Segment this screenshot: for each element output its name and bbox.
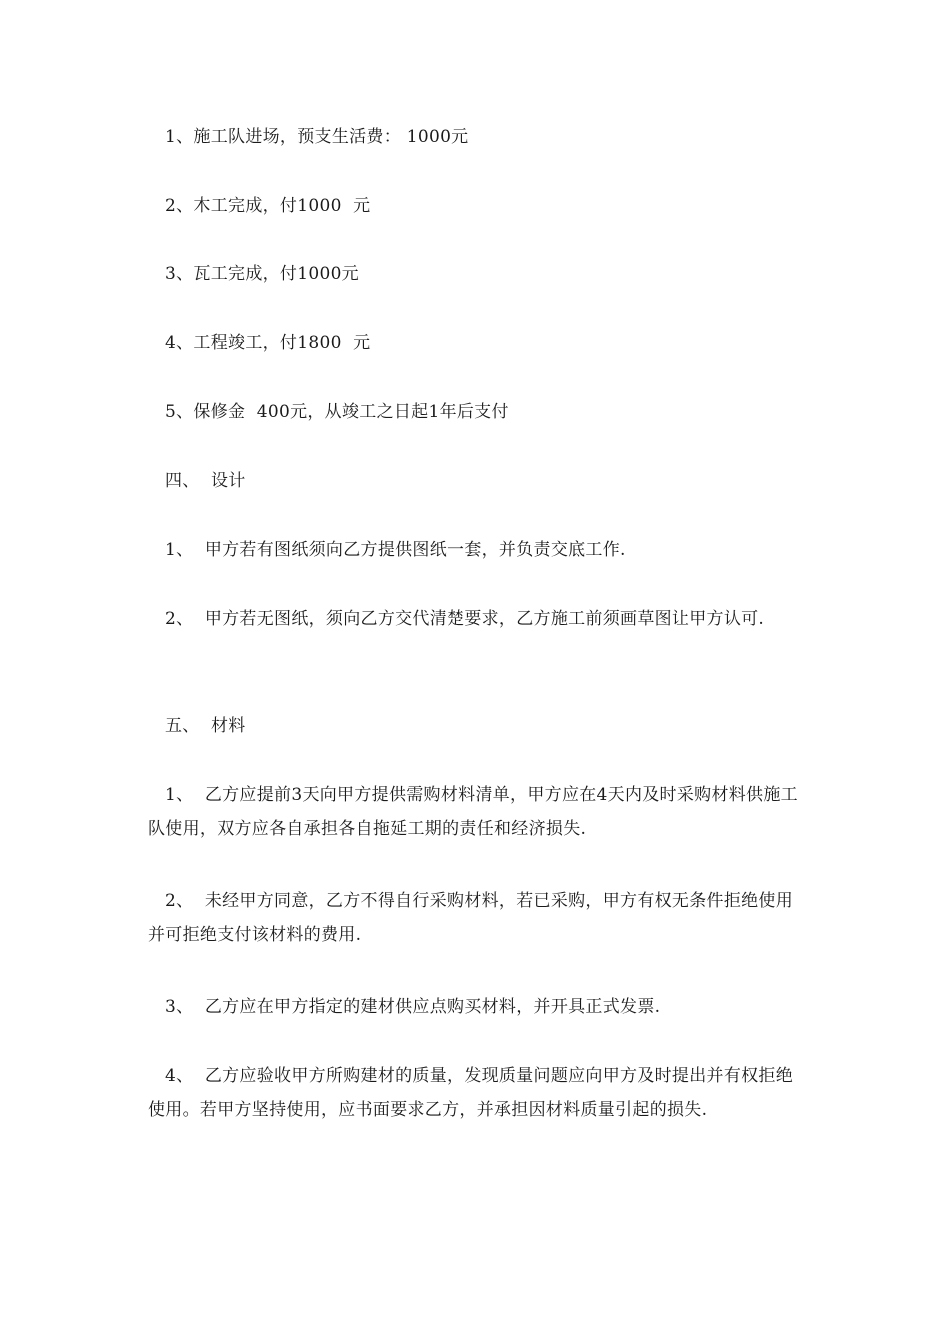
materials-item-1: 1、 乙方应提前3天向甲方提供需购材料清单，甲方应在4天内及时采购材料供施工队使用，双方应各自承担各自拖延工期的责任和经济损失.: [148, 785, 798, 839]
materials-item-3: 3、 乙方应在甲方指定的建材供应点购买材料，并开具正式发票.: [165, 997, 661, 1017]
payment-item-4: 4、工程竣工，付1800 元: [165, 333, 371, 353]
design-item-1: 1、 甲方若有图纸须向乙方提供图纸一套，并负责交底工作.: [165, 540, 626, 560]
payment-item-1: 1、施工队进场，预支生活费： 1000元: [165, 127, 469, 147]
materials-item-2: 2、 未经甲方同意，乙方不得自行采购材料，若已采购，甲方有权无条件拒绝使用并可拒绝支付该材料的费用.: [148, 891, 794, 945]
payment-item-5: 5、保修金 400元，从竣工之日起1年后支付: [165, 402, 509, 422]
section-heading-materials: 五、 材料: [165, 716, 246, 736]
payment-item-3: 3、瓦工完成，付1000元: [165, 264, 359, 284]
materials-item-4: 4、 乙方应验收甲方所购建材的质量，发现质量问题应向甲方及时提出并有权拒绝使用。若甲方坚持使用，应书面要求乙方，并承担因材料质量引起的损失.: [148, 1066, 794, 1120]
section-heading-design: 四、 设计: [165, 471, 246, 491]
design-item-2: 2、 甲方若无图纸，须向乙方交代清楚要求，乙方施工前须画草图让甲方认可.: [165, 609, 765, 629]
payment-item-2: 2、木工完成，付1000 元: [165, 196, 371, 216]
